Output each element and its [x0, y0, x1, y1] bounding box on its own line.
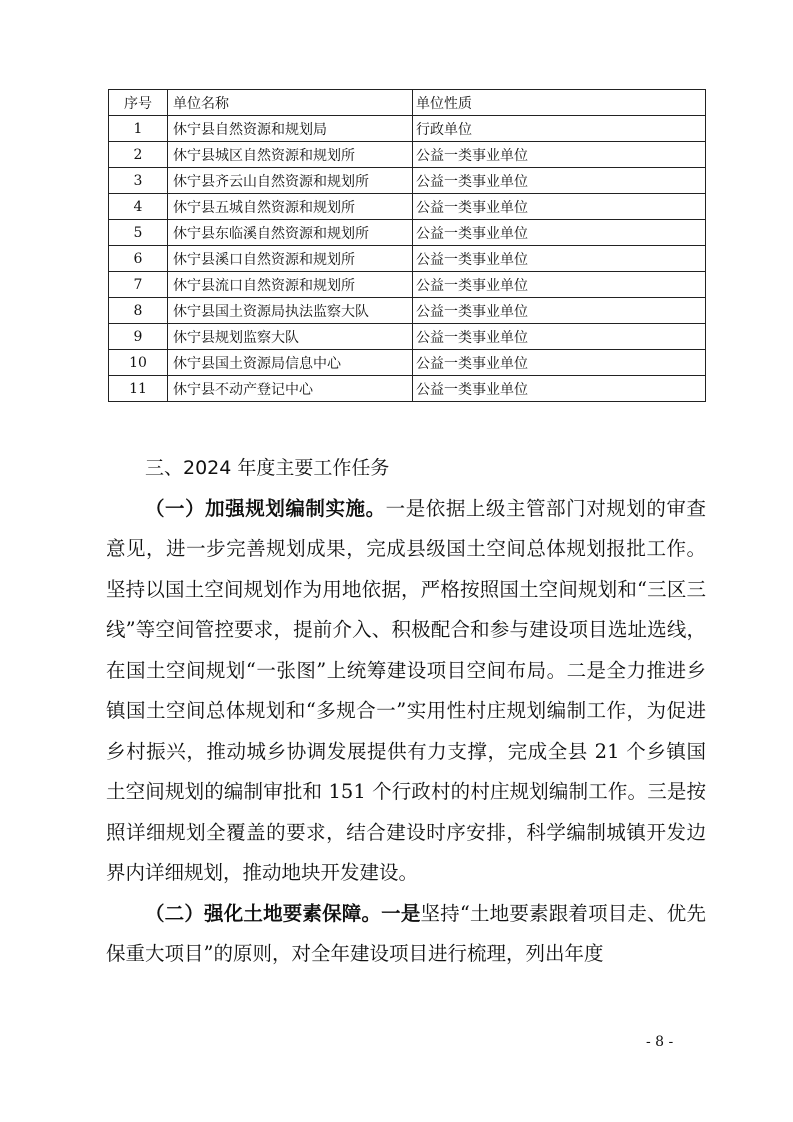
- table-row: [109, 298, 706, 324]
- section-heading: 三、2024 年度主要工作任务: [145, 457, 390, 479]
- page-number: - 8 -: [646, 1034, 674, 1050]
- units-table: [108, 89, 706, 402]
- unit-nature-cell: 公益一类事业单位: [413, 194, 706, 220]
- table-row: [109, 324, 706, 350]
- unit-name-cell: 休宁县国土资源局信息中心: [168, 350, 413, 376]
- table-row: [109, 350, 706, 376]
- section-body: [106, 448, 706, 975]
- table-row: [109, 220, 706, 246]
- paragraph-planning-body: 一是依据上级主管部门对规划的审查意见，进一步完善规划成果，完成县级国土空间总体规划报批工作。坚持以国土空间规划作为用地依据，严格按照国土空间规划和“三区三线”等空间管控要求，提前介入、积极配合和参与建设项目选址选线，在国土空间规划“一张图”上统筹建设项目空间布局。二是全力推进乡镇国土空间总体规划和“多规合一”实用性村庄规划编制工作，为促进乡村振兴，推动城乡协调发展提供有力支撑，完成全县 21 个乡镇国土空间规划的编制审批和 151 个行政村的村庄规划编制工作。三是按照详细规划全覆盖的要求，结合建设时序安排，科学编制城镇开发边界内详细规划，推动地块开发建设。: [106, 496, 706, 884]
- table-row: [109, 246, 706, 272]
- serial-cell: 10: [109, 350, 168, 376]
- unit-name-cell: 休宁县东临溪自然资源和规划所: [168, 220, 413, 246]
- unit-nature-cell: 公益一类事业单位: [413, 272, 706, 298]
- paragraph-land-body: 坚持“土地要素跟着项目走、优先保重大项目”的原则，对全年建设项目进行梳理，列出年度: [106, 901, 706, 965]
- unit-nature-cell: 公益一类事业单位: [413, 246, 706, 272]
- paragraph-land-body-lead: 一是: [381, 901, 421, 925]
- table-row: [109, 168, 706, 194]
- serial-cell: 11: [109, 376, 168, 402]
- unit-nature-cell: 行政单位: [413, 116, 706, 142]
- unit-name-cell: 休宁县齐云山自然资源和规划所: [168, 168, 413, 194]
- unit-name-cell: 休宁县城区自然资源和规划所: [168, 142, 413, 168]
- unit-name-cell: 休宁县规划监察大队: [168, 324, 413, 350]
- unit-nature-cell: 公益一类事业单位: [413, 350, 706, 376]
- paragraph-land: [106, 894, 706, 975]
- table-row: [109, 376, 706, 402]
- serial-cell: 3: [109, 168, 168, 194]
- header-unit-name: 单位名称: [168, 90, 413, 116]
- serial-cell: 2: [109, 142, 168, 168]
- unit-name-cell: 休宁县国土资源局执法监察大队: [168, 298, 413, 324]
- unit-name-cell: 休宁县五城自然资源和规划所: [168, 194, 413, 220]
- serial-cell: 9: [109, 324, 168, 350]
- table-row: [109, 194, 706, 220]
- table-header-row: [109, 90, 706, 116]
- unit-nature-cell: 公益一类事业单位: [413, 168, 706, 194]
- unit-name-cell: 休宁县流口自然资源和规划所: [168, 272, 413, 298]
- units-table-body: [109, 116, 706, 402]
- unit-name-cell: 休宁县自然资源和规划局: [168, 116, 413, 142]
- paragraph-planning: [106, 489, 706, 894]
- paragraph-land-lead: （二）强化土地要素保障。: [145, 901, 382, 925]
- header-serial: 序号: [109, 90, 168, 116]
- unit-name-cell: 休宁县不动产登记中心: [168, 376, 413, 402]
- serial-cell: 6: [109, 246, 168, 272]
- header-unit-nature: 单位性质: [413, 90, 706, 116]
- unit-nature-cell: 公益一类事业单位: [413, 220, 706, 246]
- table-row: [109, 142, 706, 168]
- serial-cell: 5: [109, 220, 168, 246]
- serial-cell: 4: [109, 194, 168, 220]
- unit-nature-cell: 公益一类事业单位: [413, 324, 706, 350]
- unit-nature-cell: 公益一类事业单位: [413, 376, 706, 402]
- table-row: [109, 272, 706, 298]
- paragraph-planning-lead: （一）加强规划编制实施。: [145, 496, 386, 520]
- table-row: [109, 116, 706, 142]
- unit-nature-cell: 公益一类事业单位: [413, 142, 706, 168]
- serial-cell: 1: [109, 116, 168, 142]
- unit-nature-cell: 公益一类事业单位: [413, 298, 706, 324]
- serial-cell: 7: [109, 272, 168, 298]
- serial-cell: 8: [109, 298, 168, 324]
- unit-name-cell: 休宁县溪口自然资源和规划所: [168, 246, 413, 272]
